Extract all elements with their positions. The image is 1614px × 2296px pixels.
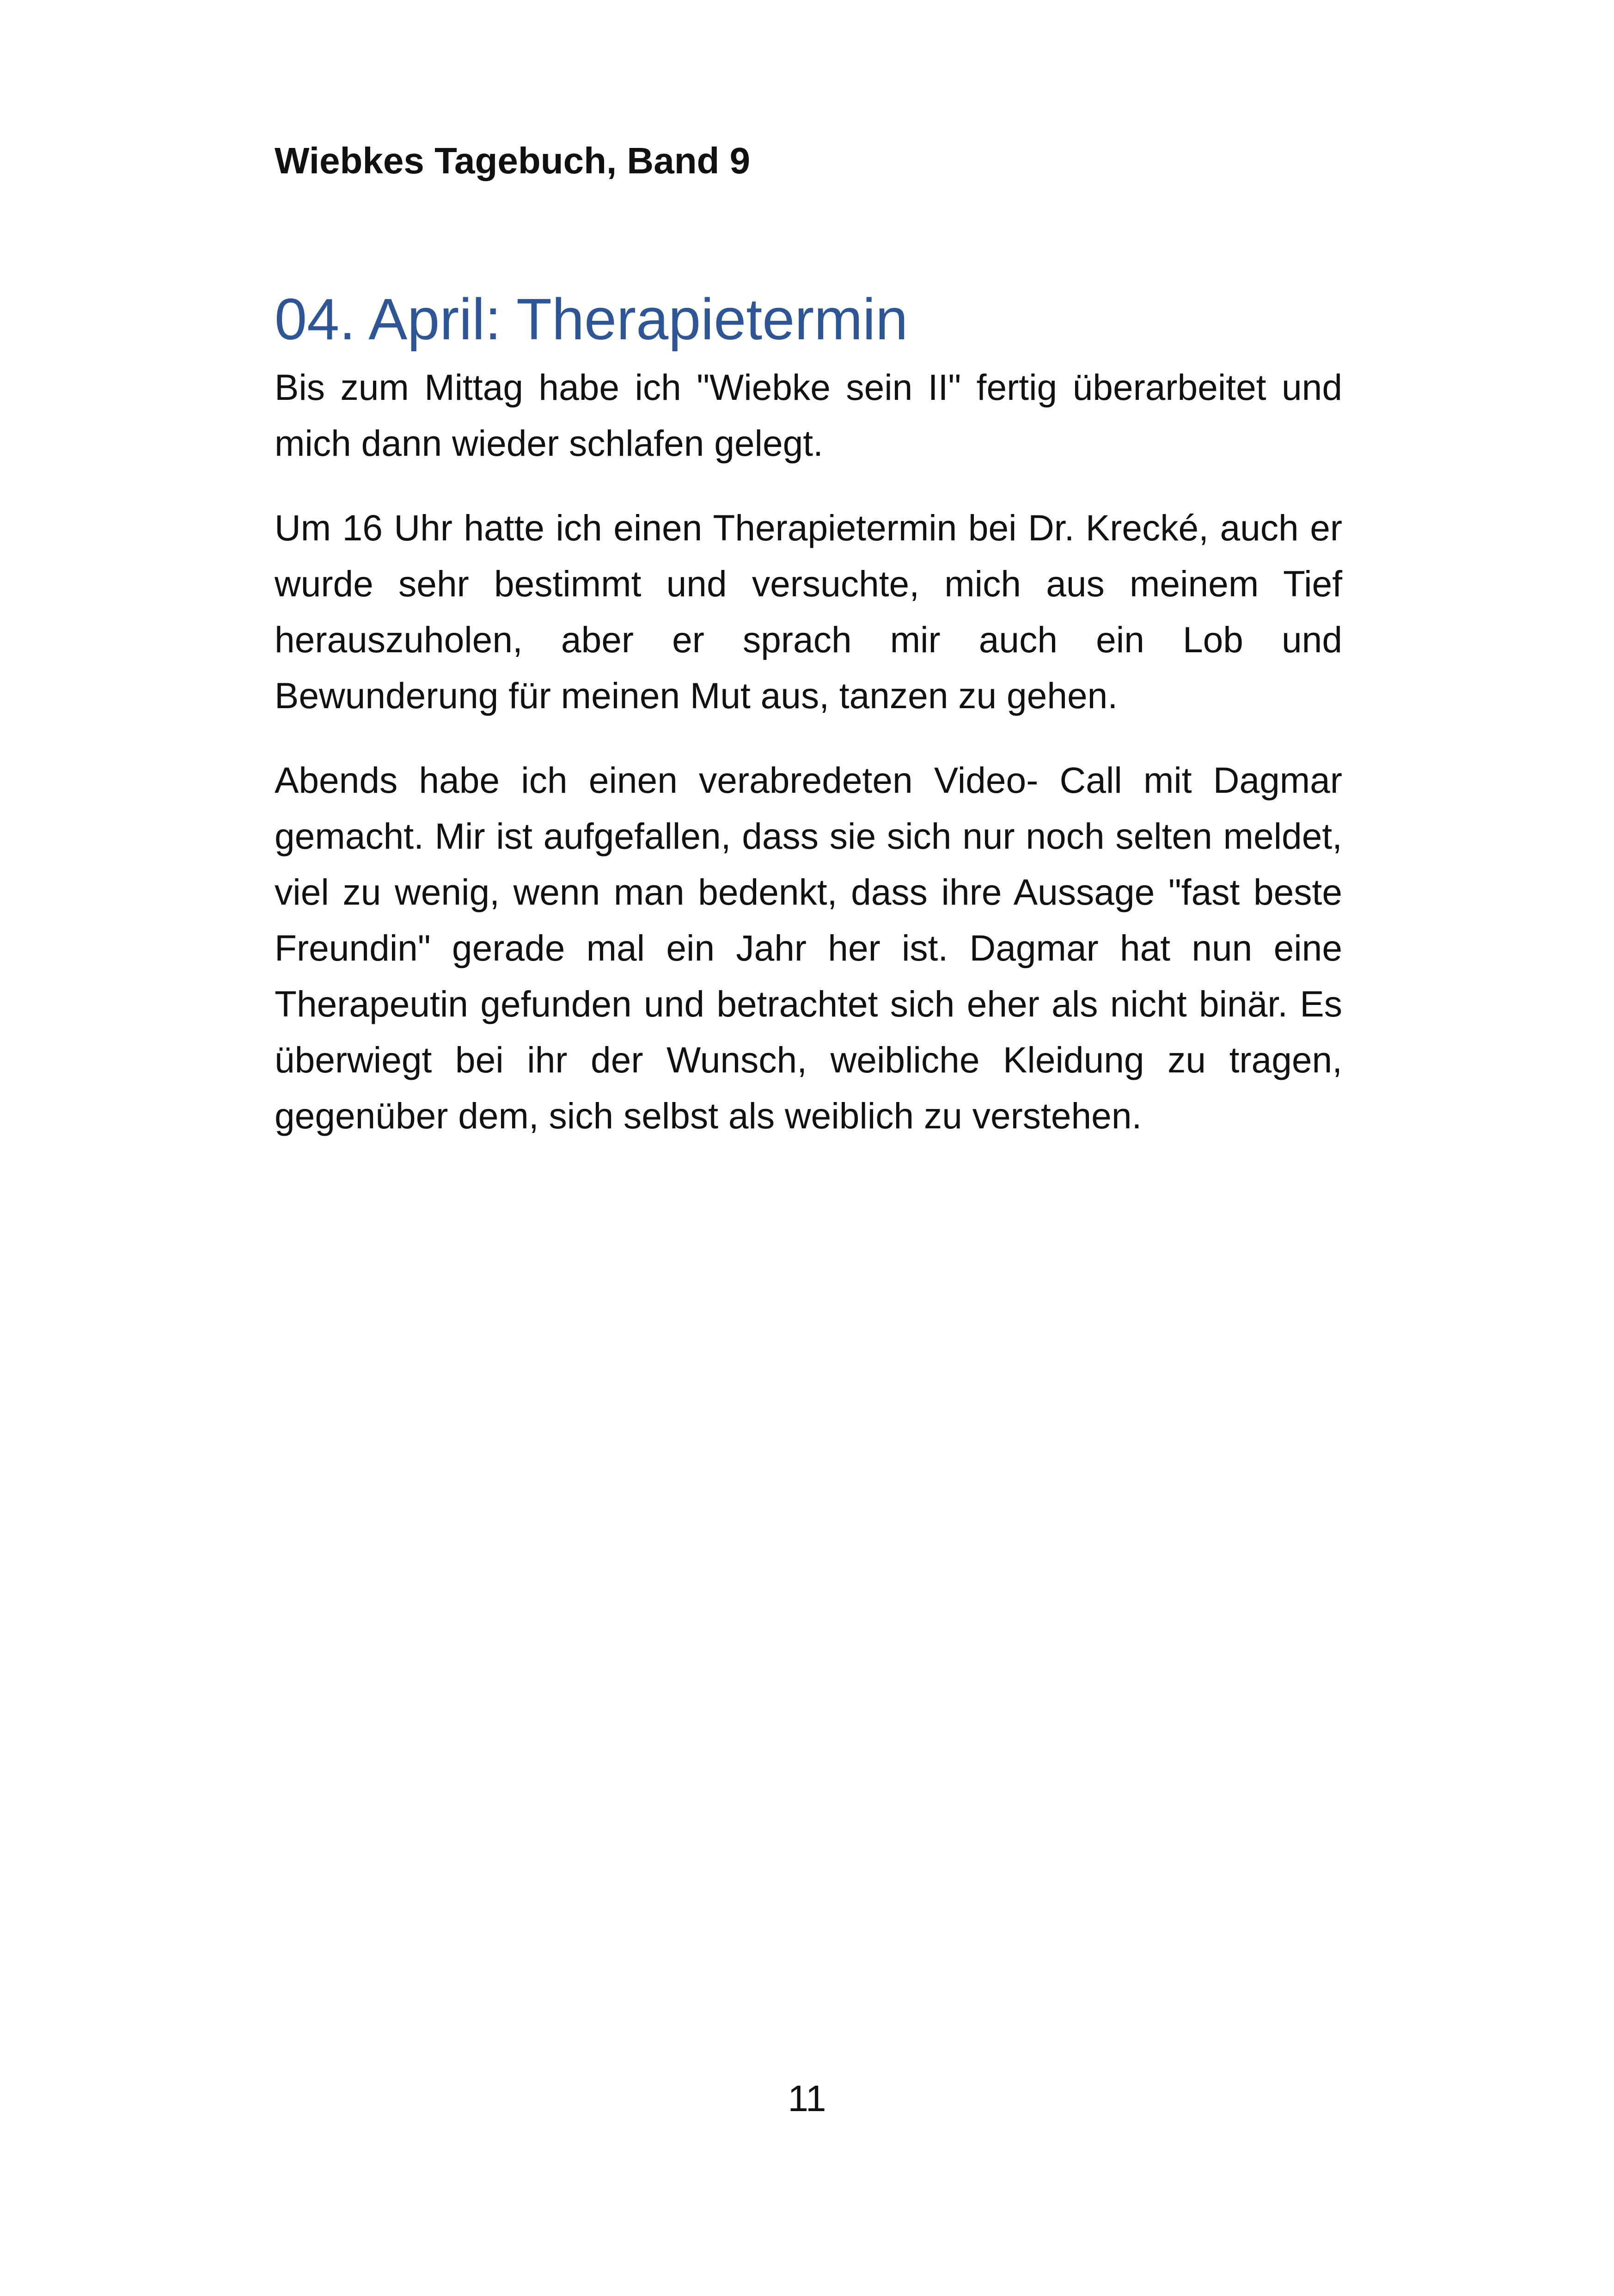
entry-content	[275, 283, 1342, 1173]
page-number: 11	[788, 2078, 826, 2119]
running-header: Wiebkes Tagebuch, Band 9	[275, 140, 751, 181]
entry-title: 04. April: Therapietermin	[275, 287, 908, 352]
paragraph-3: Abends habe ich einen verabredeten Video- Call mit Dagmar gemacht. Mir ist aufgefallen, dass sie sich nur noch selten meldet, viel zu wenig, wenn man bedenkt, dass ihre Aussage "fast beste Freundin" gerade mal ein Jahr her ist. Dagmar hat nun eine Therapeutin gefunden und betrachtet sich eher als nicht binär. Es überwiegt bei ihr der Wunsch, weibliche Kleidung zu tragen, gegenüber dem, sich selbst als weiblich zu verstehen.	[275, 759, 1342, 1136]
paragraph-2: Um 16 Uhr hatte ich einen Therapietermin bei Dr. Krecké, auch er wurde sehr bestimmt und versuchte, mich aus meinem Tief herauszuholen, aber er sprach mir auch ein Lob und Bewunderung für meinen Mut aus, tanzen zu gehen.	[275, 507, 1342, 716]
paragraph-1: Bis zum Mittag habe ich "Wiebke sein II" fertig überarbeitet und mich dann wieder schlafen gelegt.	[275, 367, 1342, 464]
